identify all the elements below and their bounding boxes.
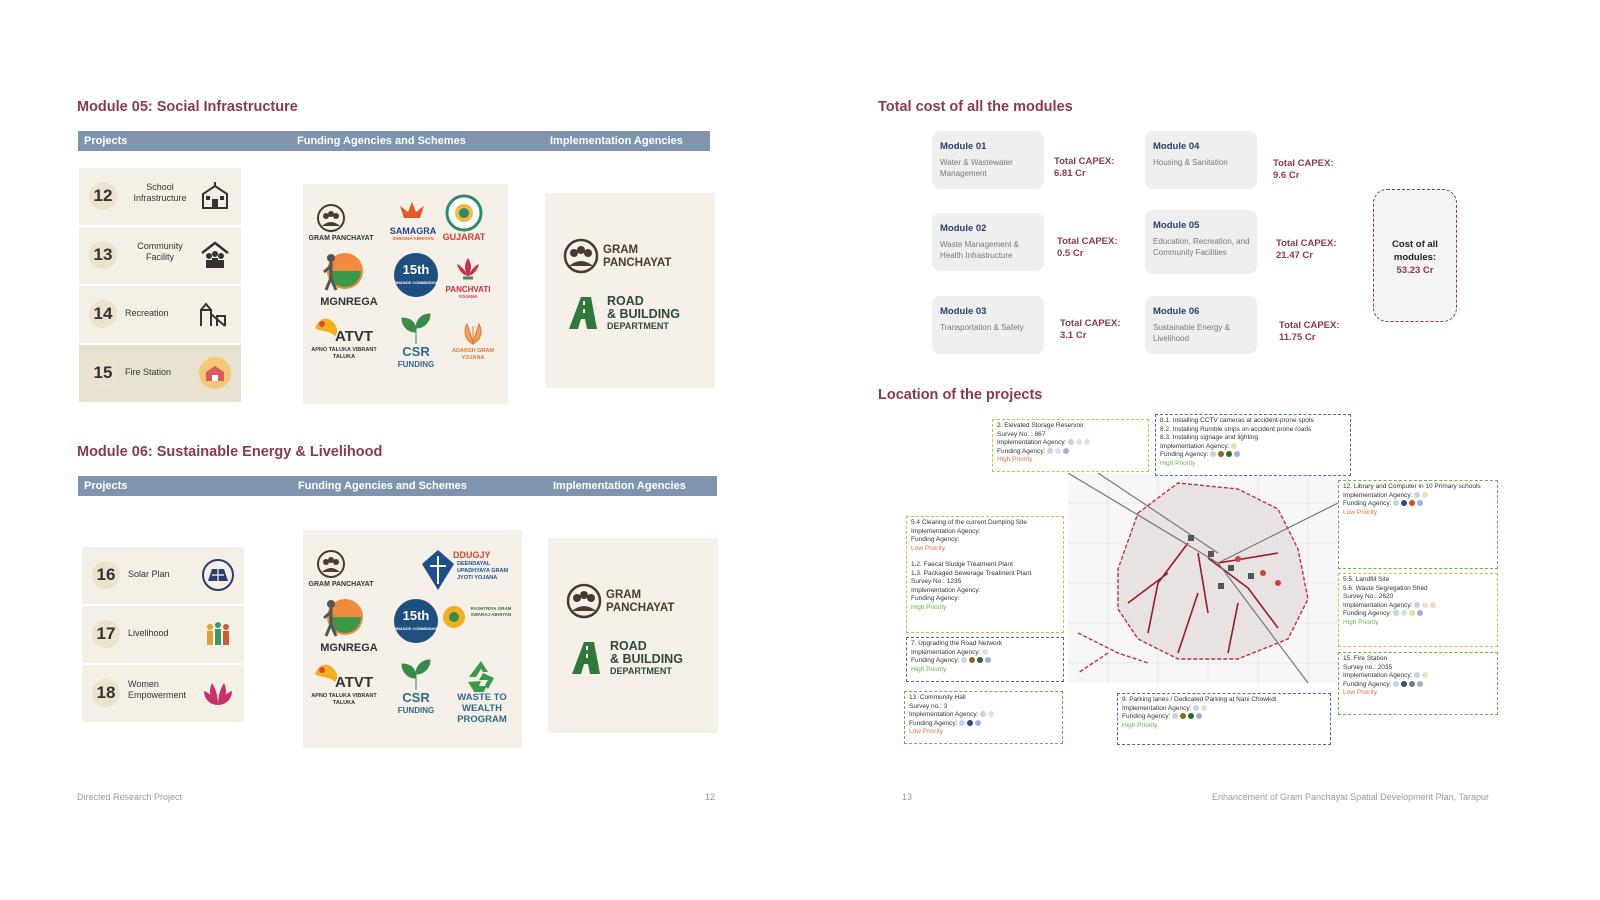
callout-line: 5.4 Clearing of the current Dumping Site: [911, 519, 1027, 526]
callout-line: Funding Agency:: [911, 595, 960, 602]
module05-table-header: [78, 131, 710, 151]
logo-csr-sub: FUNDING: [397, 360, 435, 369]
callout-line: Survey No. : 867: [997, 430, 1046, 438]
project-number: 17: [92, 620, 120, 648]
callout-line: Survey No.: 1235: [911, 578, 962, 585]
callout-line: Implementation Agency:: [1343, 492, 1493, 501]
impl-road-building: [610, 640, 683, 677]
callout-line: Survey no.: 3: [909, 702, 948, 710]
adarsh-gram-logo-icon: [459, 320, 487, 346]
logo-atvt: ATVT: [334, 328, 374, 345]
callout-line: 8.3. Installing signage and lighting: [1160, 434, 1258, 441]
impl-road: ROAD: [610, 639, 647, 653]
list-item: [79, 345, 241, 402]
module-card-desc: Transportation & Safety: [940, 323, 1024, 332]
module-card: [1145, 296, 1257, 354]
callout-line: 2. Elevated Storage Reservoir: [997, 422, 1084, 429]
callout-line: 8.1. Installing CCTV cameras at accident-prone spots: [1160, 417, 1314, 424]
module05-implementation-panel: [545, 193, 715, 388]
callout-line: Implementation Agency:: [997, 439, 1144, 448]
list-item: [79, 227, 241, 286]
list-item: [82, 547, 244, 606]
module-card-title: Module 06: [1153, 306, 1200, 317]
mgnrega-logo-icon: [317, 594, 363, 640]
header-projects: Projects: [84, 135, 128, 147]
impl-panchayat: PANCHAYAT: [606, 602, 675, 614]
module-card-title: Module 01: [940, 141, 987, 152]
callout-priority: High Priority: [911, 665, 947, 673]
logo-ddugjy: DDUGJY: [453, 550, 491, 560]
impl-gram-panchayat: [603, 244, 671, 270]
panchvati-logo-icon: [453, 254, 483, 282]
callout-line: 15. Fire Station: [1343, 655, 1388, 662]
header-projects: Projects: [84, 480, 128, 492]
callout-line: Implementation Agency:: [1122, 705, 1326, 714]
project-label: Solar Plan: [128, 569, 170, 579]
callout-line: 1.3. Packaged Sewerage Treatment Plant: [911, 569, 1032, 577]
tarapur-map: [1068, 473, 1338, 683]
recycle-icon: [463, 658, 499, 692]
solar-panel-icon: [202, 559, 234, 591]
module-card: [1145, 210, 1257, 274]
header-funding: Funding Agencies and Schemes: [298, 480, 467, 492]
impl-gram: GRAM: [606, 589, 642, 601]
callout-priority: High Priority: [1160, 459, 1196, 467]
module06-table-header: [78, 476, 717, 496]
impl-gram: GRAM: [603, 244, 639, 256]
project-callout: [1338, 480, 1498, 569]
cost-title: Total cost of all the modules: [878, 99, 1073, 115]
location-title: Location of the projects: [878, 387, 1043, 403]
ddugjy-logo-icon: [419, 548, 457, 592]
project-label: Women Empowerment: [128, 679, 187, 700]
project-callout: [904, 691, 1063, 744]
impl-road-building: [607, 295, 680, 332]
impl-building: & BUILDING: [610, 652, 683, 666]
module-capex: Total CAPEX: 0.5 Cr: [1057, 236, 1118, 259]
callout-line: Implementation Agency:: [1160, 443, 1346, 452]
callout-line: Funding Agency:: [1343, 500, 1493, 509]
callout-line: Survey No.: 2620: [1343, 593, 1394, 600]
module06-project-list: [82, 547, 244, 722]
callout-line: Implementation Agency:: [911, 527, 981, 535]
list-item: [82, 606, 244, 665]
logo-mgnrega: MGNREGA: [320, 642, 378, 654]
logo-samagra-sub: SHIKSHA ABHIYAN: [392, 236, 434, 241]
project-number: 16: [92, 561, 120, 589]
gram-panchayat-logo-icon: [566, 583, 602, 619]
callout-line: Funding Agency:: [997, 448, 1144, 457]
impl-department: DEPARTMENT: [610, 666, 672, 676]
fire-station-icon: [199, 357, 231, 389]
footer-right: Enhancement of Gram Panchayat Spatial Development Plan, Tarapur: [1212, 792, 1489, 802]
project-number: 12: [89, 182, 117, 210]
logo-atvt: ATVT: [334, 674, 374, 691]
callout-line: 7. Upgrading the Road Network: [911, 640, 1003, 647]
callout-line: 1.2. Faecal Sludge Treatment Plant: [911, 561, 1013, 568]
callout-line: 12. Library and Computer in 10 Primary schools: [1343, 483, 1481, 490]
list-item: [82, 665, 244, 722]
callout-priority: High Priority: [997, 456, 1033, 463]
module05-funding-logos: [303, 184, 508, 404]
callout-line: 8.2. Installing Rumble strips on accident prone roads: [1160, 425, 1312, 433]
header-implementation: Implementation Agencies: [553, 480, 686, 492]
callout-line: Implementation Agency:: [1343, 602, 1493, 611]
logo-gram-panchayat: GRAM PANCHAYAT: [308, 235, 374, 242]
impl-department: DEPARTMENT: [607, 321, 669, 331]
total-cost-value: 53.23 Cr: [1396, 265, 1434, 276]
school-icon: [199, 180, 231, 212]
project-number: 15: [89, 359, 117, 387]
page-number-left: 12: [705, 792, 716, 802]
callout-line: Funding Agency:: [1160, 451, 1346, 460]
module05-title: Module 05: Social Infrastructure: [77, 99, 298, 115]
impl-road: ROAD: [607, 294, 644, 308]
module-card-desc: Housing & Sanitation: [1153, 158, 1228, 167]
module-card: [932, 213, 1044, 271]
callout-priority: Low Priority: [911, 544, 945, 552]
project-number: 13: [89, 241, 117, 269]
gram-panchayat-logo-icon: [317, 204, 345, 232]
project-callout: [1338, 573, 1498, 647]
module-card-title: Module 04: [1153, 141, 1200, 152]
rashtriya-gram-swaraj-logo-icon: [441, 604, 467, 630]
impl-panchayat: PANCHAYAT: [603, 257, 672, 269]
total-cost-box: [1373, 189, 1457, 322]
impl-gram-panchayat: [606, 589, 674, 615]
callout-line: Funding Agency:: [909, 720, 1058, 729]
module-card-desc: Waste Management & Health Infrastructure: [940, 240, 1019, 260]
logo-csr: CSR: [402, 344, 430, 359]
module-card: [932, 131, 1044, 189]
project-label: Fire Station: [125, 367, 172, 377]
callout-line: Implementation Agency:: [911, 649, 1059, 658]
logo-samagra: SAMAGRA: [389, 226, 437, 236]
header-funding: Funding Agencies and Schemes: [297, 135, 466, 147]
logo-panchvati: PANCHVATI: [445, 285, 491, 294]
callout-line: Funding Agency:: [1122, 713, 1326, 722]
project-callout: [906, 516, 1064, 633]
logo-rashtriya-gram-swaraj: RASHTRIYA GRAM SWARAJ ABHIYAN: [470, 606, 512, 617]
module-capex: Total CAPEX: 6.81 Cr: [1054, 156, 1115, 179]
project-label: Community Facility: [137, 241, 183, 262]
lotus-icon: [202, 677, 234, 709]
callout-priority: Low Priority: [1343, 689, 1377, 696]
logo-15th: 15th: [402, 262, 430, 277]
module05-project-list: [79, 168, 241, 402]
logo-mgnrega: MGNREGA: [320, 296, 378, 308]
project-label: School Infrastructure: [133, 182, 187, 203]
callout-line: Funding Agency:: [911, 536, 960, 543]
road-building-logo-icon: [568, 640, 604, 676]
samagra-logo-icon: [397, 200, 427, 224]
logo-gram-panchayat: GRAM PANCHAYAT: [308, 581, 374, 588]
callout-line: Survey no.: 2035: [1343, 663, 1393, 671]
logo-atvt-sub: APNO TALUKA VIBRANT TALUKA: [311, 693, 377, 706]
callout-line: Implementation Agency:: [911, 586, 981, 594]
project-label: Livelihood: [128, 628, 169, 638]
list-item: [79, 286, 241, 345]
logo-finance-commission: FINANCE COMMISSION: [393, 626, 439, 631]
road-building-logo-icon: [565, 295, 601, 331]
module-card-desc: Sustainable Energy & Livelihood: [1153, 323, 1230, 343]
logo-waste-to-wealth: WASTE TO WEALTH PROGRAM: [457, 692, 507, 725]
module-capex: Total CAPEX: 9.6 Cr: [1273, 158, 1334, 181]
module06-implementation-panel: [548, 538, 718, 733]
callout-line: Funding Agency:: [1343, 681, 1493, 690]
total-cost-label: Cost of all modules:: [1392, 239, 1438, 263]
logo-atvt-sub: APNO TALUKA VIBRANT TALUKA: [311, 347, 377, 360]
csr-leaf-icon: [399, 312, 433, 346]
callout-priority: High Priority: [911, 603, 947, 611]
footer-left: Directed Research Project: [77, 792, 183, 802]
livelihood-icon: [202, 618, 234, 650]
module06-funding-logos: [303, 530, 522, 748]
project-callout: [906, 637, 1064, 682]
module-card-title: Module 02: [940, 223, 987, 234]
logo-panchvati-sub: YOJANA: [458, 294, 478, 299]
project-callout: [1155, 414, 1351, 476]
project-label: Recreation: [125, 308, 169, 318]
module-capex: Total CAPEX: 21.47 Cr: [1276, 238, 1337, 261]
callout-priority: Low Priority: [1343, 508, 1377, 516]
header-implementation: Implementation Agencies: [550, 135, 683, 147]
callout-line: 5.6. Waste Segregation Shed: [1343, 584, 1428, 592]
gram-panchayat-logo-icon: [317, 550, 345, 578]
project-callout: [992, 419, 1149, 472]
impl-building: & BUILDING: [607, 307, 680, 321]
module-card: [1145, 131, 1257, 189]
project-number: 14: [89, 300, 117, 328]
callout-line: Implementation Agency:: [1343, 672, 1493, 681]
callout-priority: Low Priority: [909, 728, 943, 735]
project-callout: [1338, 652, 1498, 715]
list-item: [79, 168, 241, 227]
logo-csr: CSR: [402, 690, 430, 705]
mgnrega-logo-icon: [317, 248, 363, 294]
logo-gujarat: GUJARAT: [442, 232, 486, 242]
module-capex: Total CAPEX: 11.75 Cr: [1279, 320, 1340, 343]
callout-priority: High Priority: [1343, 618, 1379, 626]
callout-line: 13. Community Hall: [909, 694, 966, 701]
callout-line: Funding Agency:: [1343, 610, 1493, 619]
module-card-desc: Education, Recreation, and Community Facilities: [1153, 237, 1250, 257]
callout-line: Implementation Agency:: [909, 711, 1058, 720]
logo-csr-sub: FUNDING: [397, 706, 435, 715]
module-card-title: Module 03: [940, 306, 987, 317]
gram-panchayat-logo-icon: [563, 238, 599, 274]
logo-finance-commission: FINANCE COMMISSION: [393, 280, 439, 285]
module-capex: Total CAPEX: 3.1 Cr: [1060, 318, 1121, 341]
module-card-title: Module 05: [1153, 220, 1200, 231]
playground-icon: [199, 298, 231, 330]
callout-line: 5.5. Landfill Site: [1343, 576, 1390, 583]
page-number-right: 13: [902, 792, 913, 802]
project-callout: [1117, 693, 1331, 745]
module-card-desc: Water & Wastewater Management: [940, 158, 1013, 178]
community-icon: [199, 239, 231, 271]
project-number: 18: [92, 679, 120, 707]
logo-ddugjy-sub: DEENDAYAL UPADHYAYA GRAM JYOTI YOJANA: [457, 561, 509, 581]
logo-15th: 15th: [402, 608, 430, 623]
gujarat-seal-icon: [445, 194, 483, 232]
callout-line: Funding Agency:: [911, 657, 1059, 666]
logo-adarsh-gram: ADARSH GRAM YOJANA: [452, 348, 494, 361]
callout-line: 9. Parking lanes / Dedicated Parking at Nani Chowkdi: [1122, 696, 1277, 703]
callout-priority: High Priority: [1122, 721, 1158, 729]
module06-title: Module 06: Sustainable Energy & Livelihood: [77, 444, 383, 460]
csr-leaf-icon: [399, 658, 433, 692]
module-card: [932, 296, 1044, 354]
